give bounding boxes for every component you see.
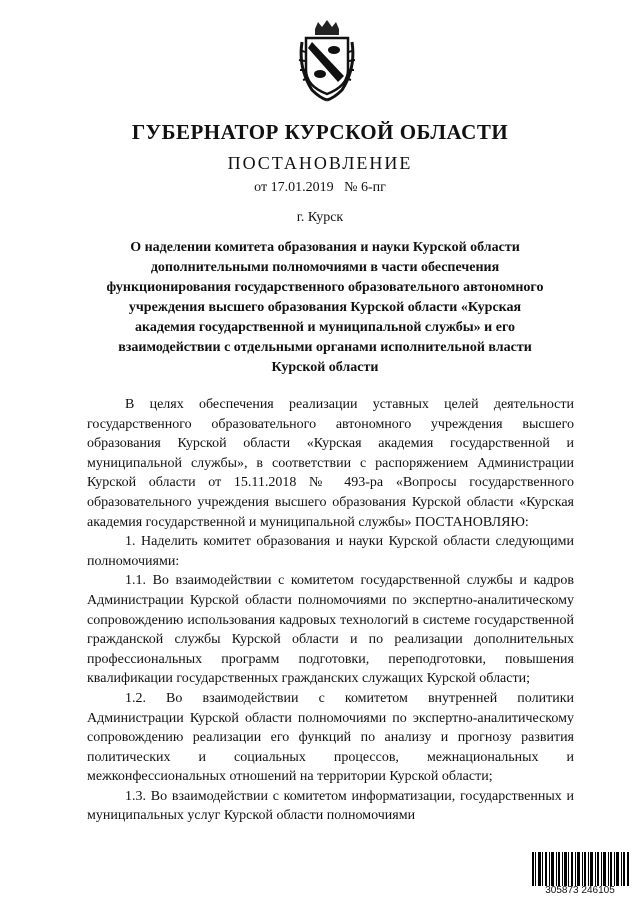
document-number: от 17.01.2019 № 6-пг	[254, 180, 386, 195]
paragraph: В целях обеспечения реализации уставных целей деятельности государственного образовательного автономного учреждения высшего образования Курской области «Курская академия государственной и муниципальной службы», в соответствии с распоряжением Администрации Курской области от 15.11.2018 № 493-ра «Вопросы государственного образовательного учреждения высшего образования Курской области «Курская академия государственной и муниципальной службы» ПОСТАНОВЛЯЮ:	[87, 397, 574, 530]
document-subject: О наделении комитета образования и науки Курской области дополнительными полномочиями в части обеспечения функционирования государственного образовательного автономного учреждения высшего образования Курской области «Курская академия государственной и муниципальной службы» и его взаимодействии с отдельными органами исполнительной власти Курской области	[106, 240, 544, 375]
document-body	[87, 395, 574, 826]
coat-of-arms-icon	[298, 20, 356, 102]
barcode-icon	[530, 852, 630, 886]
paragraph: 1.3. Во взаимодействии с комитетом информатизации, государственных и муниципальных услуг Курской области полномочиями	[87, 788, 574, 824]
barcode	[530, 852, 630, 898]
authority-title: ГУБЕРНАТОР КУРСКОЙ ОБЛАСТИ	[131, 120, 509, 144]
document-type: ПОСТАНОВЛЕНИЕ	[227, 153, 413, 173]
barcode-number: 305873 246105	[545, 885, 615, 896]
paragraph: 1.2. Во взаимодействии с комитетом внутренней политики Администрации Курской области полномочиями по экспертно-аналитическому сопровождению реализации его функций по анализу и прогнозу развития политических и социальных процессов, межнациональных и межконфессиональных отношений на территории Курской области;	[87, 690, 574, 785]
paragraph: 1.1. Во взаимодействии с комитетом государственной службы и кадров Администрации Курской области полномочиями по экспертно-аналитическому сопровождению использования кадровых технологий в системе государственной гражданской службы Курской области и по реализации дополнительных профессиональных программ подготовки, переподготовки, повышения квалификации государственных гражданских служащих Курской области;	[87, 573, 574, 687]
city-line: г. Курск	[296, 210, 344, 225]
paragraph: 1. Наделить комитет образования и науки Курской области следующими полномочиями:	[87, 534, 574, 569]
